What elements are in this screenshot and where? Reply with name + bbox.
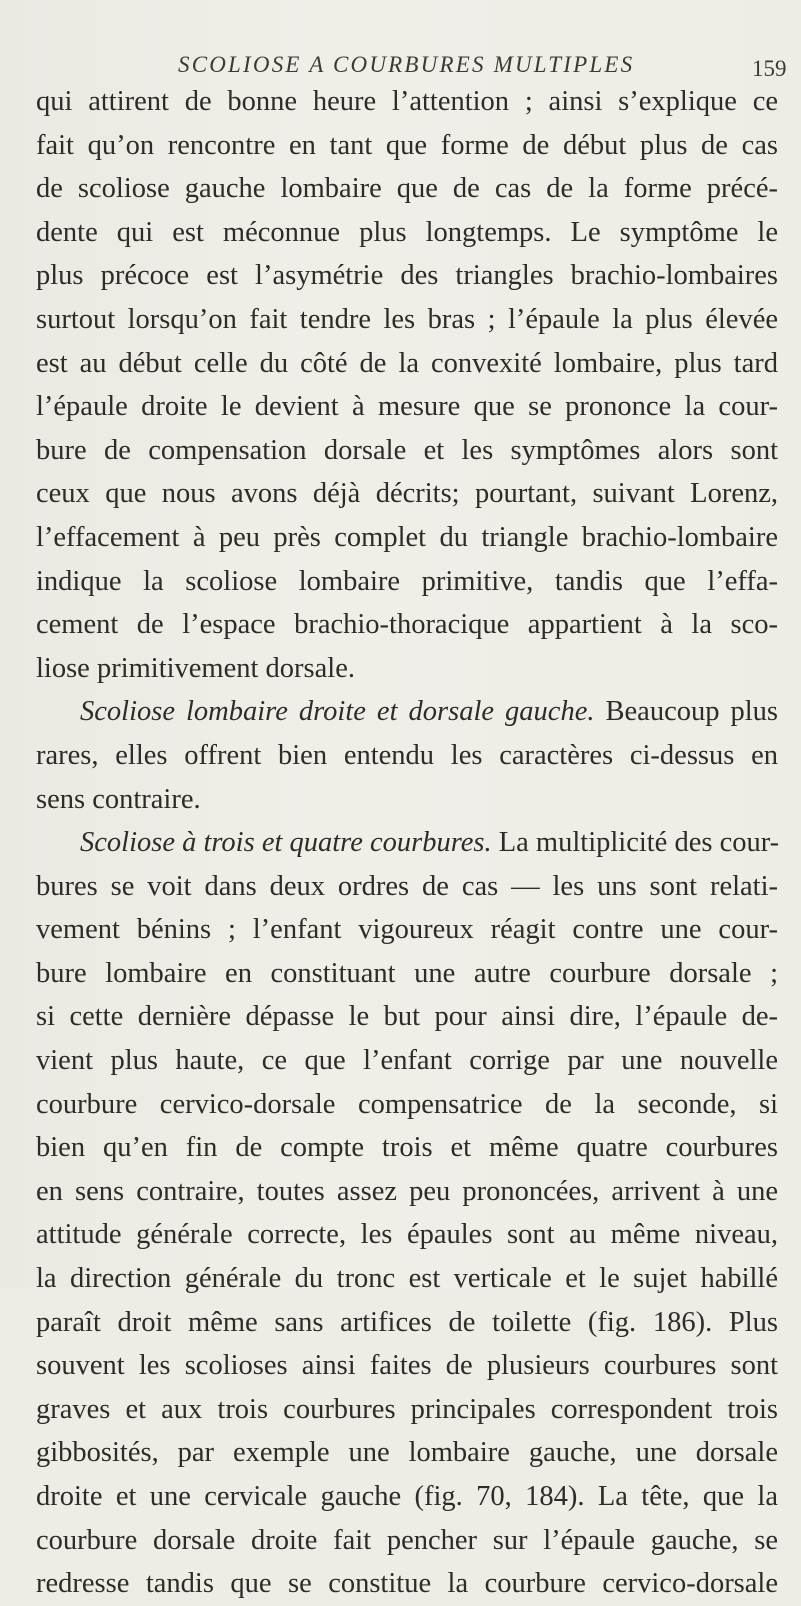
text-line: gibbosités, par exemple une lombaire gauche, une dorsale [36, 1437, 778, 1469]
text-line: bien qu’en fin de compte trois et même quatre courbures [36, 1132, 778, 1164]
text-line: courbure dorsale droite fait pencher sur l’épaule gauche, se [36, 1524, 778, 1556]
text-line: ceux que nous avons déjà décrits; pourtant, suivant Lorenz, [36, 478, 778, 510]
text-line: l’effacement à peu près complet du triangle brachio-lombaire [36, 521, 778, 553]
text-line: graves et aux trois courbures principales correspondent trois [36, 1393, 778, 1425]
text-line: liose primitivement dorsale. [36, 652, 355, 684]
text-line: de scoliose gauche lombaire que de cas de la forme précé- [36, 173, 778, 205]
page-number: 159 [752, 56, 787, 81]
text-line: vement bénins ; l’enfant vigoureux réagit contre une cour- [36, 914, 778, 946]
text-line: si cette dernière dépasse le but pour ainsi dire, l’épaule de- [36, 1001, 778, 1033]
text-line: courbure cervico-dorsale compensatrice de la seconde, si [36, 1088, 778, 1120]
text-line: en sens contraire, toutes assez peu prononcées, arrivent à une [36, 1175, 778, 1207]
text-line: souvent les scolioses ainsi faites de plusieurs courbures sont [36, 1350, 778, 1382]
text-line: plus précoce est l’asymétrie des triangles brachio-lombaires [36, 260, 778, 292]
text-line: redresse tandis que se constitue la courbure cervico-dorsale [36, 1568, 778, 1600]
text-line: droite et une cervicale gauche (fig. 70, 184). La tête, que la [36, 1481, 778, 1512]
text-line: fait qu’on rencontre en tant que forme de début plus de cas [36, 129, 778, 161]
running-title: SCOLIOSE A COURBURES MULTIPLES [178, 52, 635, 77]
text-line: indique la scoliose lombaire primitive, tandis que l’effa- [36, 565, 778, 597]
text-line: qui attirent de bonne heure l’attention ; ainsi s’explique ce [36, 86, 778, 117]
text-line: bure lombaire en constituant une autre courbure dorsale ; [36, 957, 778, 989]
text-line: sens contraire. [36, 783, 201, 815]
text-line: paraît droit même sans artifices de toilette (fig. 186). Plus [36, 1306, 778, 1338]
text-line: bure de compensation dorsale et les symptômes alors sont [36, 434, 778, 466]
paragraph-first-line [36, 690, 778, 734]
text-line: dente qui est méconnue plus longtemps. Le symptôme le [36, 216, 778, 248]
text-line: attitude générale correcte, les épaules sont au même niveau, [36, 1219, 778, 1251]
paragraph-first-line [36, 821, 778, 865]
text-line: l’épaule droite le devient à mesure que se prononce la cour- [36, 391, 778, 423]
text-line: cement de l’espace brachio-thoracique appartient à la sco- [36, 609, 778, 641]
heading-continuation: Beaucoup plus [594, 696, 779, 728]
text-line: rares, elles offrent bien entendu les caractères ci-dessus en [36, 739, 778, 771]
body-text [36, 80, 778, 1606]
heading-continuation: La multiplicité des cour- [491, 827, 780, 859]
section-heading: Scoliose lombaire droite et dorsale gauche. [80, 696, 595, 728]
text-line: est au début celle du côté de la convexité lombaire, plus tard [36, 347, 778, 379]
text-line: la direction générale du tronc est verticale et le sujet habillé [36, 1263, 778, 1295]
text-line: bures se voit dans deux ordres de cas — les uns sont relati- [36, 870, 778, 902]
text-line: surtout lorsqu’on fait tendre les bras ; l’épaule la plus élevée [36, 303, 778, 335]
section-heading: Scoliose à trois et quatre courbures. [80, 827, 492, 859]
text-line: vient plus haute, ce que l’enfant corrige par une nouvelle [36, 1045, 778, 1077]
